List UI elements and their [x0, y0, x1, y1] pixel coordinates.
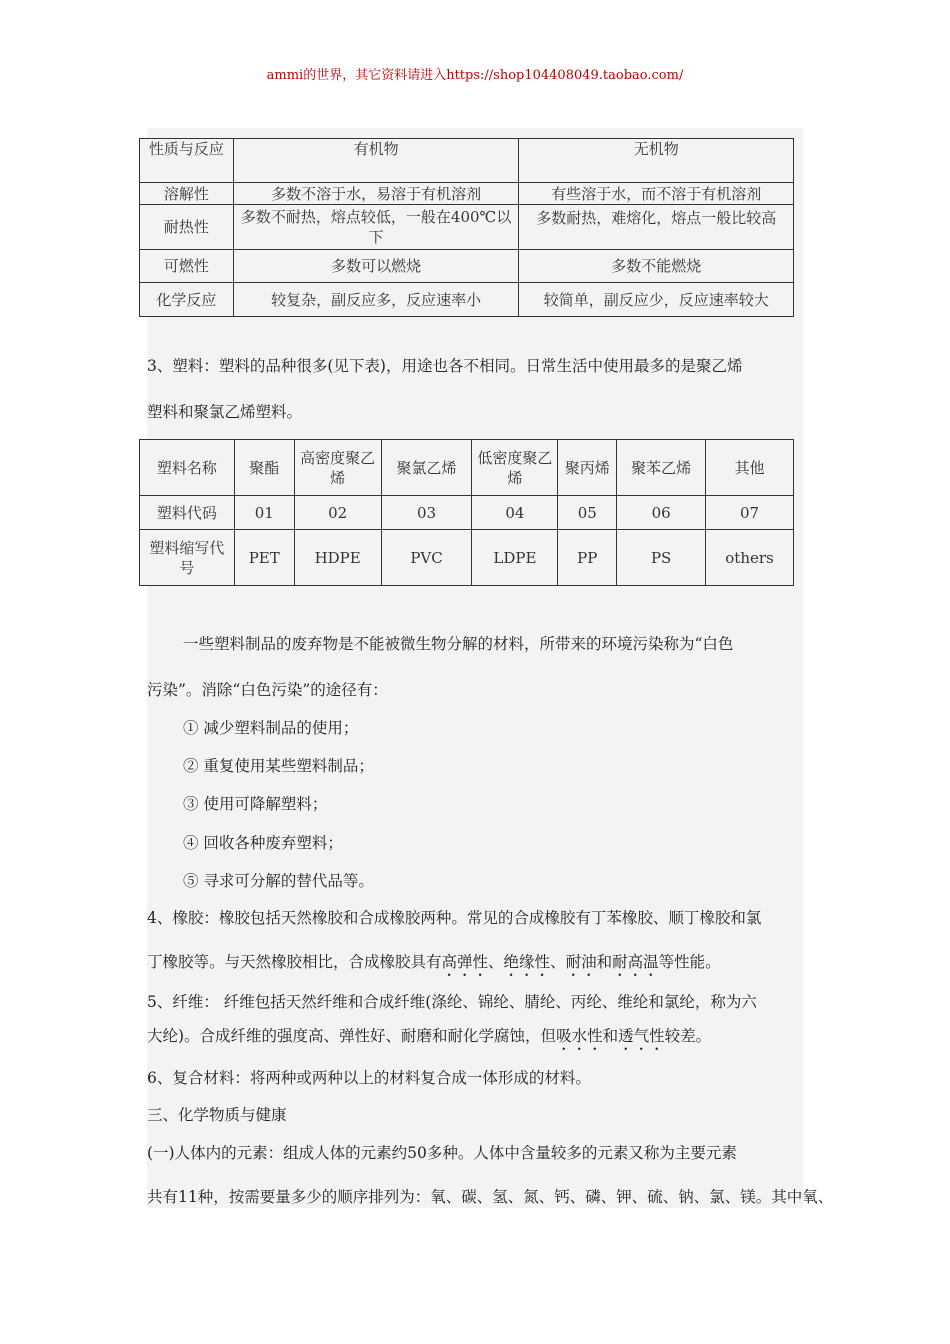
- list-item: ③ 使用可降解塑料；: [183, 795, 328, 813]
- emphasis-text: 绝缘性: [503, 953, 551, 971]
- section-title: 三、化学物质与健康: [147, 1106, 287, 1124]
- list-item: ④ 回收各种废弃塑料；: [183, 834, 343, 852]
- table-row: [140, 496, 794, 530]
- table-row: [140, 440, 794, 496]
- emphasis-text: 耐高温: [612, 953, 659, 971]
- table-cell: 耐热性: [140, 205, 234, 250]
- table-row-label: 塑料名称: [140, 440, 235, 496]
- table-cell: 05: [558, 496, 617, 530]
- emphasis-text: 耐油: [565, 953, 597, 971]
- table-row: [140, 530, 794, 586]
- table-cell: 02: [294, 496, 381, 530]
- list-item: ② 重复使用某些塑料制品；: [183, 757, 374, 775]
- table-cell: 高密度聚乙烯: [294, 440, 381, 496]
- table-cell: 较简单，副反应少，反应速率较大: [519, 283, 794, 317]
- table-cell: 06: [617, 496, 706, 530]
- table-cell: 溶解性: [140, 183, 234, 205]
- table-row: [140, 205, 794, 250]
- paragraph: 塑料和聚氯乙烯塑料。: [147, 403, 303, 421]
- table-cell: 03: [381, 496, 472, 530]
- table-header-cell: 有机物: [233, 139, 519, 183]
- table-cell: 较复杂，副反应多，反应速率小: [233, 283, 519, 317]
- table-cell: 07: [706, 496, 794, 530]
- table-cell: 多数不溶于水，易溶于有机溶剂: [233, 183, 519, 205]
- paragraph: 共有11种，按需要量多少的顺序排列为：氧、碳、氢、氮、钙、磷、钾、硫、钠、氯、镁。其中氧、: [147, 1188, 834, 1206]
- emphasis-text: 透气性: [618, 1027, 665, 1045]
- table-row: [140, 283, 794, 317]
- list-item: ① 减少塑料制品的使用；: [183, 719, 359, 737]
- table-cell: 其他: [706, 440, 794, 496]
- table-cell: HDPE: [294, 530, 381, 586]
- document-body: [147, 128, 834, 1208]
- list-item: ⑤ 寻求可分解的替代品等。: [183, 872, 374, 890]
- table-cell: 可燃性: [140, 250, 234, 283]
- text-span: 等性能。: [658, 953, 721, 971]
- table-cell: 化学反应: [140, 283, 234, 317]
- table-cell: 多数耐热，难熔化，熔点一般比较高: [519, 205, 794, 250]
- table-cell: 04: [472, 496, 558, 530]
- text-span: 大纶)。合成纤维的强度高、弹性好、耐磨和耐化学腐蚀，但: [147, 1027, 557, 1045]
- paragraph: [147, 950, 803, 980]
- table-cell: 聚苯乙烯: [617, 440, 706, 496]
- table-cell: 低密度聚乙烯: [472, 440, 558, 496]
- table-cell: 多数可以燃烧: [233, 250, 519, 283]
- table-cell: PVC: [381, 530, 472, 586]
- plastics-table: [139, 439, 794, 586]
- text-span: 较差。: [664, 1027, 712, 1045]
- emphasis-text: 高弹性: [441, 953, 489, 971]
- table-row-label: 塑料缩写代号: [140, 530, 235, 586]
- table-cell: 多数不耐热，熔点较低，一般在400℃以下: [233, 205, 519, 250]
- table-cell: PET: [234, 530, 294, 586]
- text-span: 和: [602, 1027, 619, 1045]
- paragraph: [147, 1024, 803, 1054]
- paragraph: 4、橡胶：橡胶包括天然橡胶和合成橡胶两种。常见的合成橡胶有丁苯橡胶、顺丁橡胶和氯: [147, 909, 762, 927]
- text-span: 和: [596, 953, 613, 971]
- table-cell: 聚丙烯: [558, 440, 617, 496]
- emphasis-text: 吸水性: [556, 1027, 603, 1045]
- table-cell: LDPE: [472, 530, 558, 586]
- paragraph: 污染”。消除“白色污染”的途径有：: [147, 681, 388, 699]
- table-cell: 聚氯乙烯: [381, 440, 472, 496]
- table-cell: PS: [617, 530, 706, 586]
- table-header-cell: 无机物: [519, 139, 794, 183]
- page-header: ammi的世界，其它资料请进入https://shop104408049.taobao.com/: [266, 68, 684, 83]
- table-header-cell: 性质与反应: [140, 139, 234, 183]
- table-cell: 01: [234, 496, 294, 530]
- table-cell: PP: [558, 530, 617, 586]
- table-cell: 多数不能燃烧: [519, 250, 794, 283]
- paragraph: 一些塑料制品的废弃物是不能被微生物分解的材料，所带来的环境污染称为“白色: [183, 635, 734, 653]
- text-span: 丁橡胶等。与天然橡胶相比，合成橡胶具有: [147, 953, 442, 971]
- paragraph: 6、复合材料：将两种或两种以上的材料复合成一体形成的材料。: [147, 1069, 591, 1087]
- paragraph: 5、纤维： 纤维包括天然纤维和合成纤维(涤纶、锦纶、腈纶、丙纶、维纶和氯纶，称为六: [147, 993, 757, 1011]
- table-row: [140, 183, 794, 205]
- table-cell: 有些溶于水，而不溶于有机溶剂: [519, 183, 794, 205]
- properties-table: [139, 138, 794, 317]
- text-span: 、: [488, 953, 504, 971]
- table-row: [140, 250, 794, 283]
- text-span: 、: [550, 953, 566, 971]
- table-cell: others: [706, 530, 794, 586]
- table-cell: 聚酯: [234, 440, 294, 496]
- paragraph: (一)人体内的元素：组成人体的元素约50多种。人体中含量较多的元素又称为主要元素: [147, 1144, 737, 1162]
- table-row-label: 塑料代码: [140, 496, 235, 530]
- paragraph: 3、塑料：塑料的品种很多(见下表)，用途也各不相同。日常生活中使用最多的是聚乙烯: [147, 357, 743, 375]
